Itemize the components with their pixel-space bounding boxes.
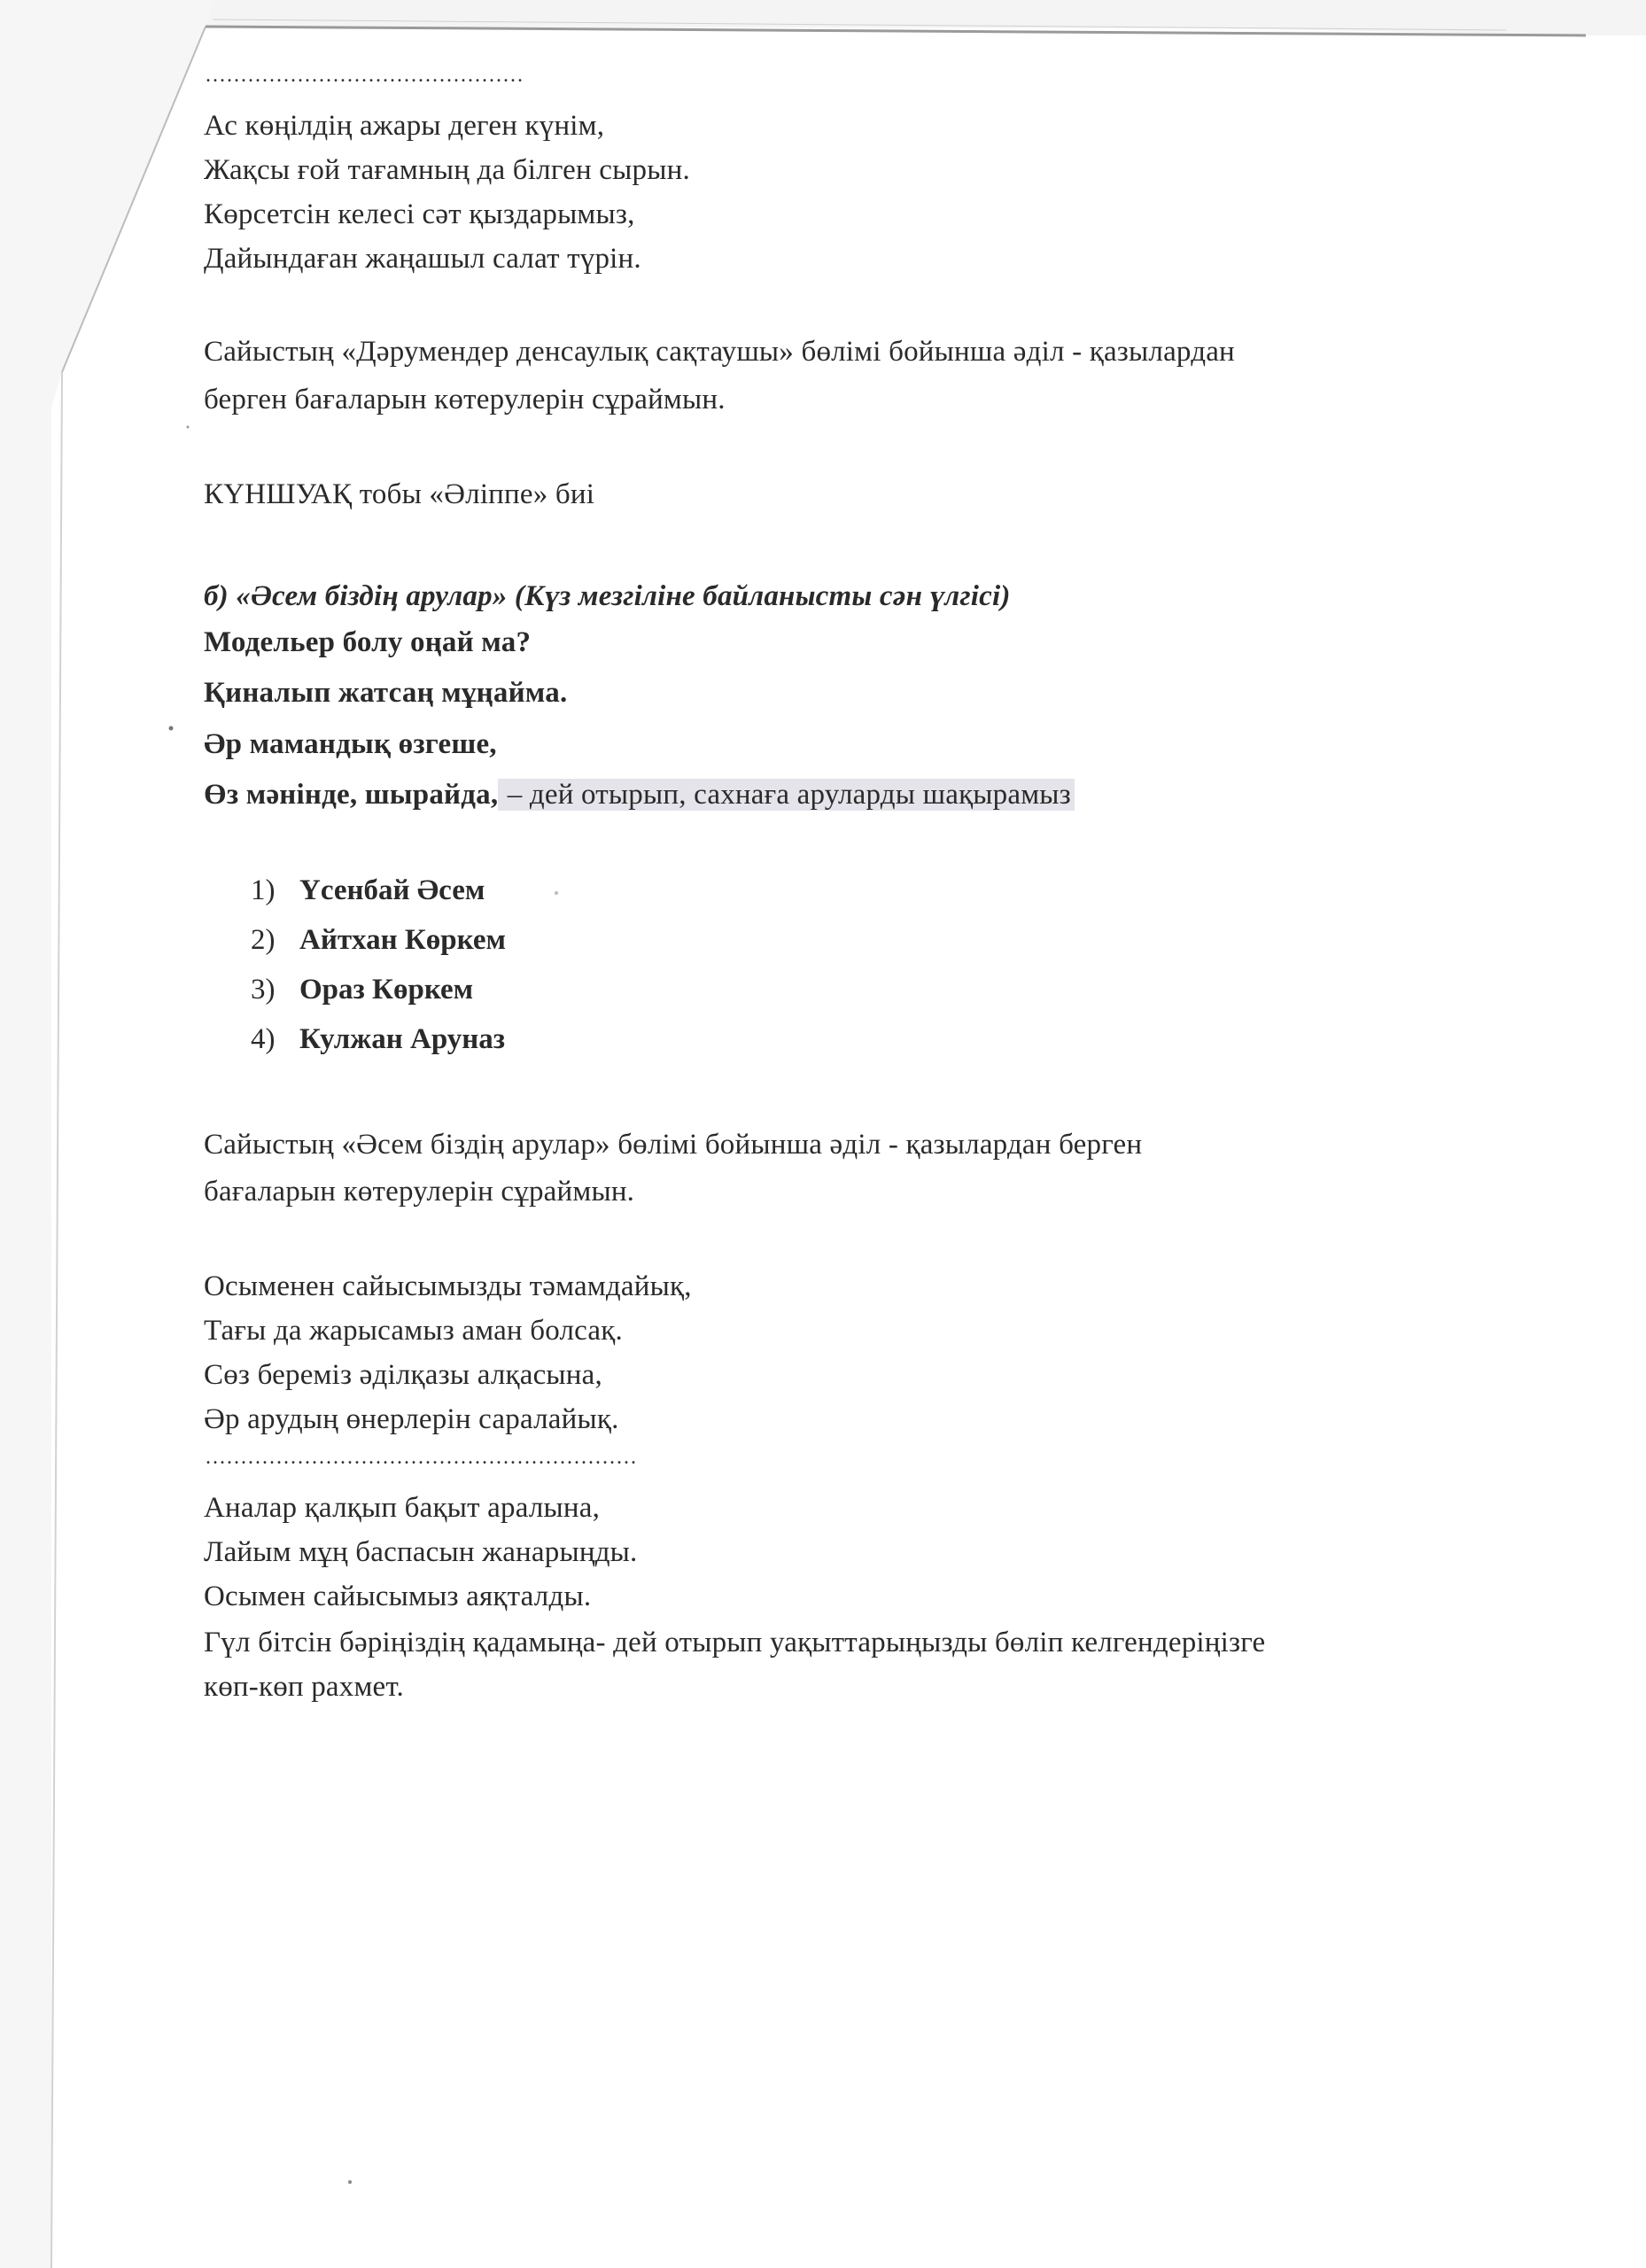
closing-line: Гүл бітсін бәріңіздің қадамыңа- дей отырып уақыттарыңызды бөліп келгендеріңізге <box>204 1627 1266 1658</box>
scan-speck <box>169 726 174 731</box>
dance-announcement: КҮНШУАҚ тобы «Әліппе» биі <box>204 478 595 510</box>
participant-name: Айтхан Көркем <box>299 924 506 956</box>
verse-line: Тағы да жарысамыз аман болсақ. <box>204 1315 623 1347</box>
score-request-line: Сайыстың «Әсем біздің арулар» бөлімі бойынша әділ - қазылардан берген <box>204 1129 1143 1161</box>
verse-line: Көрсетсін келесі сәт қыздарымыз, <box>204 198 635 230</box>
verse-line: Дайындаған жаңашыл салат түрін. <box>204 243 641 275</box>
poem-line: Әр мамандық өзгеше, <box>204 728 497 760</box>
participant-name: Кулжан Аруназ <box>299 1023 506 1055</box>
poem-line-last <box>204 777 1075 812</box>
score-request-line: бағаларын көтерулерін сұраймын. <box>204 1176 635 1208</box>
list-item-number: 3) <box>251 974 276 1006</box>
score-request-line: берген бағаларын көтерулерін сұраймын. <box>204 384 726 416</box>
verse-line: Осыменен сайысымызды тәмамдайық, <box>204 1270 692 1302</box>
scan-speck <box>348 2180 352 2184</box>
highlighted-invitation: – дей отырып, сахнаға аруларды шақырамыз <box>498 779 1075 811</box>
verse-line: Жақсы ғой тағамның да білген сырын. <box>204 154 690 186</box>
participant-name: Үсенбай Әсем <box>299 874 485 906</box>
page-edge-left-lower <box>51 372 62 2268</box>
poem-line: Қиналып жатсаң мұңайма. <box>204 677 568 709</box>
list-item-number: 1) <box>251 874 276 906</box>
closing-line: көп-көп рахмет. <box>204 1671 404 1703</box>
verse-line: Әр арудың өнерлерін саралайық. <box>204 1403 619 1435</box>
section-heading: б) «Әсем біздің арулар» (Күз мезгіліне байланысты сән үлгісі) <box>204 580 1011 612</box>
participant-name: Ораз Көркем <box>299 974 474 1006</box>
closing-line: Осымен сайысымыз аяқталды. <box>204 1581 592 1612</box>
verse-line: Сөз береміз әділқазы алқасына, <box>204 1359 602 1391</box>
list-item-number: 2) <box>251 924 276 956</box>
scan-background-left <box>0 0 213 2268</box>
poem-line-bold-part: Өз мәнінде, шырайда, <box>204 779 499 811</box>
scan-speck <box>555 891 558 895</box>
list-item-number: 4) <box>251 1023 276 1055</box>
score-request-line: Сайыстың «Дәрумендер денсаулық сақтаушы» бөлімі бойынша әділ - қазылардан <box>204 336 1235 368</box>
scan-speck <box>187 426 190 429</box>
separator-dots: ............................................. <box>206 64 524 87</box>
closing-line: Лайым мұң баспасын жанарыңды. <box>204 1536 638 1568</box>
verse-line: Ас көңілдің ажары деген күнім, <box>204 110 605 142</box>
separator-dots: ............................................................. <box>206 1446 638 1469</box>
poem-line: Модельер болу оңай ма? <box>204 626 532 658</box>
closing-line: Аналар қалқып бақыт аралына, <box>204 1492 601 1524</box>
